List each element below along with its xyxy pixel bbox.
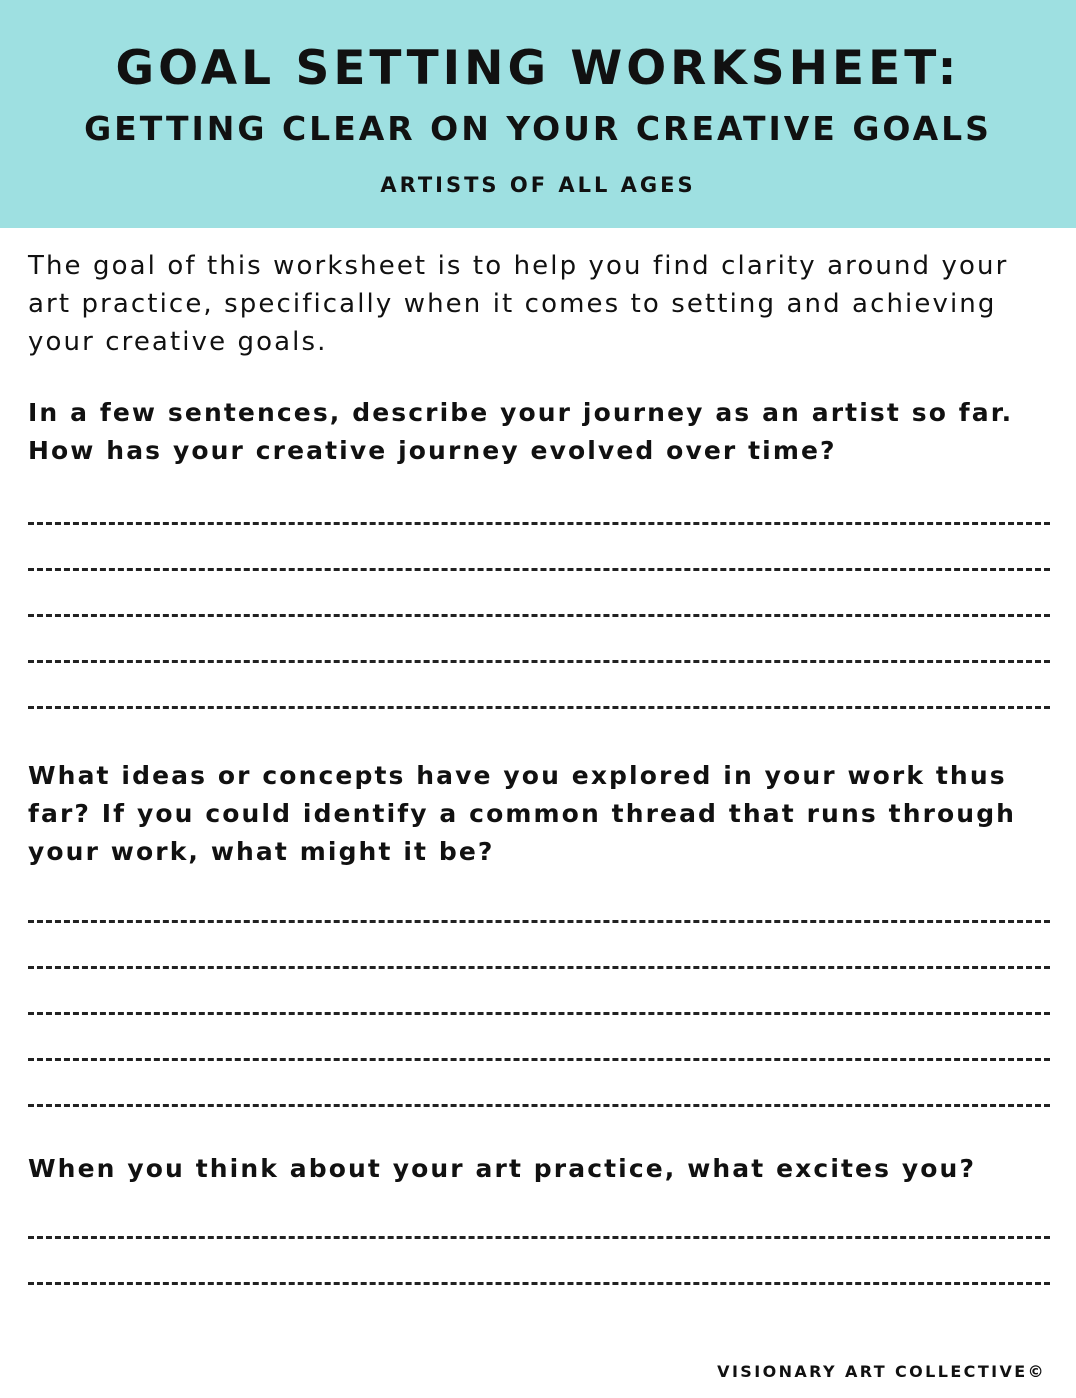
answer-line[interactable]: [28, 660, 1050, 663]
page-subtitle: GETTING CLEAR ON YOUR CREATIVE GOALS: [84, 109, 992, 148]
answer-line[interactable]: [28, 1282, 1050, 1285]
question-excites: When you think about your art practice, what excites you?: [28, 1154, 977, 1183]
header-banner: [0, 0, 1076, 228]
answer-line[interactable]: [28, 1236, 1050, 1239]
audience-label: ARTISTS OF ALL AGES: [380, 173, 696, 197]
answer-line[interactable]: [28, 1058, 1050, 1061]
answer-line[interactable]: [28, 614, 1050, 617]
answer-line[interactable]: [28, 920, 1050, 923]
answer-line[interactable]: [28, 1104, 1050, 1107]
intro-text: The goal of this worksheet is to help you find clarity around your art practice, specifically when it comes to setting and achieving your creative goals.: [28, 251, 1009, 357]
footer-brand: VISIONARY ART COLLECTIVE©: [717, 1362, 1046, 1381]
answer-line[interactable]: [28, 522, 1050, 525]
answer-line[interactable]: [28, 706, 1050, 709]
question-concepts: What ideas or concepts have you explored in your work thus far? If you could identify a common thread that runs through your work, what might it be?: [28, 761, 1017, 866]
page-title: GOAL SETTING WORKSHEET:: [115, 41, 961, 96]
answer-line[interactable]: [28, 568, 1050, 571]
question-journey: In a few sentences, describe your journey as an artist so far. How has your creative journey evolved over time?: [28, 398, 1014, 465]
answer-line[interactable]: [28, 966, 1050, 969]
answer-line[interactable]: [28, 1012, 1050, 1015]
